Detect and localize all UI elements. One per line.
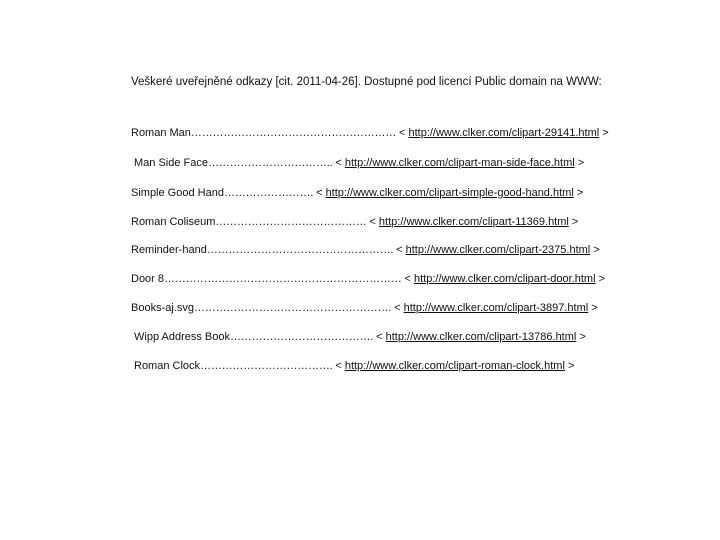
close-bracket: > (568, 216, 579, 228)
reference-link[interactable]: http://www.clker.com/clipart-3897.html (403, 302, 589, 314)
reference-reminder-hand (131, 243, 600, 257)
close-bracket: > (590, 244, 600, 256)
close-bracket: > (574, 157, 585, 169)
open-bracket: < (396, 244, 406, 256)
references-heading: Veškeré uveřejněné odkazy [cit. 2011-04-26]. Dostupné pod licencí Public domain na WWW: (131, 76, 602, 88)
close-bracket: > (595, 273, 606, 285)
open-bracket: < (335, 157, 345, 169)
reference-link[interactable]: http://www.clker.com/clipart-man-side-face.html (344, 157, 575, 169)
leader-dots: ………………………………………………… (190, 127, 399, 139)
reference-simple-good-hand (131, 186, 583, 200)
open-bracket: < (369, 216, 379, 228)
reference-roman-clock (134, 359, 574, 373)
reference-man-side-face (134, 156, 584, 170)
leader-dots: ………………………………………………………… (164, 273, 405, 285)
open-bracket: < (335, 360, 345, 372)
open-bracket: < (394, 302, 404, 314)
close-bracket: > (588, 302, 598, 314)
reference-link[interactable]: http://www.clker.com/clipart-simple-good-hand.html (325, 187, 574, 199)
leader-dots: ……………………. (223, 187, 317, 199)
leader-dots: ………………………………………………. (193, 302, 395, 314)
reference-title: Roman Coliseum (131, 216, 216, 228)
reference-link[interactable]: http://www.clker.com/clipart-2375.html (405, 244, 591, 256)
reference-link[interactable]: http://www.clker.com/clipart-13786.html (385, 331, 577, 343)
reference-link[interactable]: http://www.clker.com/clipart-29141.html (408, 127, 600, 139)
reference-wipp-address-book (134, 330, 586, 344)
reference-title: Books-aj.svg (131, 302, 194, 314)
leader-dots: …………………………………. (230, 331, 377, 343)
reference-title: Roman Clock (134, 360, 201, 372)
open-bracket: < (404, 273, 414, 285)
reference-title: Man Side Face (134, 157, 208, 169)
reference-door (131, 272, 605, 286)
leader-dots: ……………………………………………. (206, 244, 397, 256)
reference-books (131, 301, 598, 315)
reference-roman-coliseum (131, 215, 578, 229)
reference-title: Simple Good Hand (131, 187, 224, 199)
close-bracket: > (576, 331, 586, 343)
reference-title: Reminder-hand (131, 244, 207, 256)
reference-title: Roman Man (131, 127, 191, 139)
reference-roman-man (131, 126, 609, 140)
open-bracket: < (398, 127, 409, 139)
close-bracket: > (599, 127, 609, 139)
reference-link[interactable]: http://www.clker.com/clipart-roman-clock.html (344, 360, 565, 372)
leader-dots: ………………………………. (200, 360, 336, 372)
leader-dots: …………………………….. (207, 157, 336, 169)
close-bracket: > (564, 360, 575, 372)
leader-dots: …………………………………… (215, 216, 370, 228)
open-bracket: < (316, 187, 326, 199)
close-bracket: > (573, 187, 584, 199)
reference-title: Wipp Address Book (134, 331, 230, 343)
open-bracket: < (376, 331, 386, 343)
reference-link[interactable]: http://www.clker.com/clipart-door.html (413, 273, 596, 285)
reference-title: Door 8 (131, 273, 165, 285)
reference-link[interactable]: http://www.clker.com/clipart-11369.html (378, 216, 569, 228)
